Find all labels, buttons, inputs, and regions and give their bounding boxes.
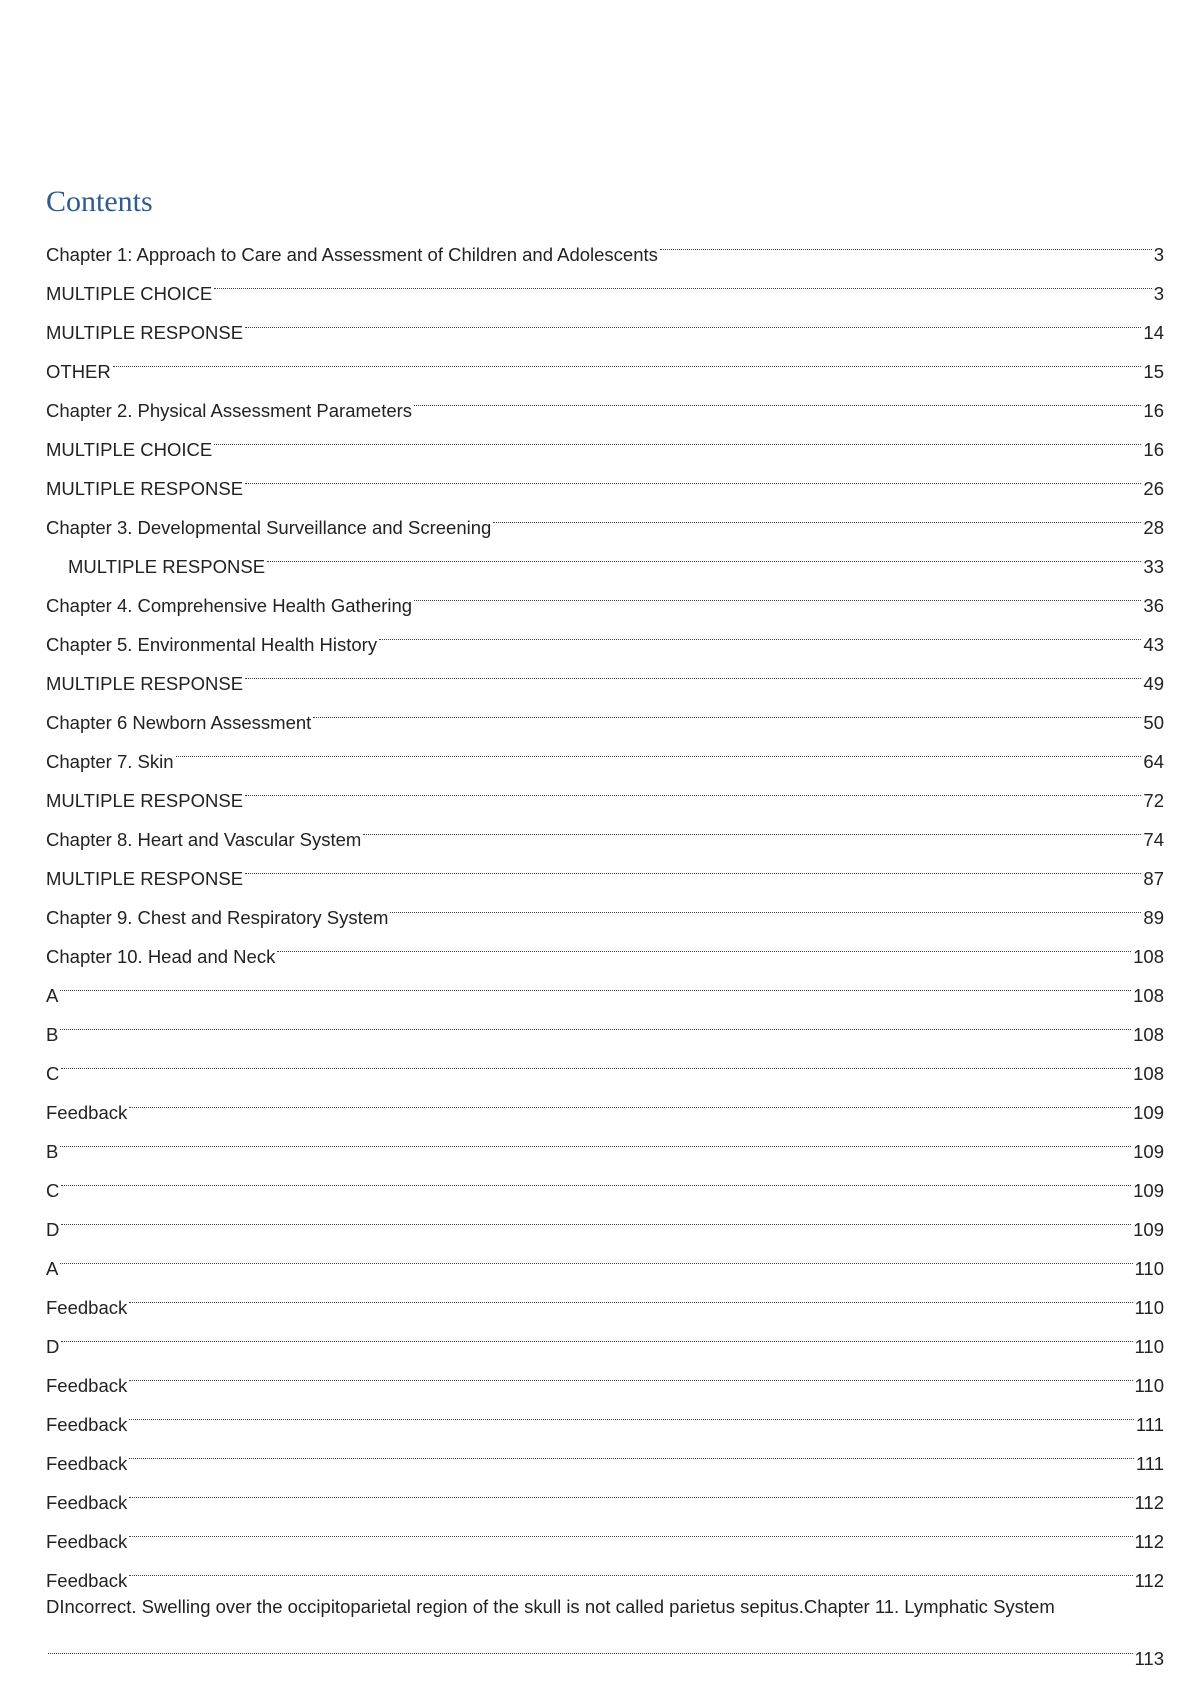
toc-entry[interactable]	[46, 1275, 1164, 1318]
toc-leader	[61, 1197, 1131, 1236]
toc-page-number: 36	[1143, 595, 1164, 616]
toc-entry-label: A	[46, 1258, 59, 1279]
toc-page-number: 3	[1153, 244, 1164, 265]
toc-page-number: 43	[1143, 634, 1164, 655]
toc-leader	[245, 768, 1141, 807]
toc-page-number: 112	[1134, 1531, 1164, 1552]
toc-entry[interactable]	[46, 1197, 1164, 1240]
toc-entry-label: C	[46, 1180, 60, 1201]
toc-leader	[129, 1509, 1132, 1548]
toc-entry[interactable]	[46, 1548, 1164, 1591]
toc-leader	[214, 261, 1152, 300]
toc-entry-label: MULTIPLE CHOICE	[46, 283, 213, 304]
toc-leader	[129, 1548, 1132, 1587]
toc-entry[interactable]	[46, 1392, 1164, 1435]
toc-page-number: 110	[1134, 1258, 1164, 1279]
toc-entry-label: Chapter 3. Developmental Surveillance and Screening	[46, 517, 492, 538]
toc-entry[interactable]	[46, 261, 1164, 304]
toc-entry[interactable]	[46, 1236, 1164, 1279]
toc-page-number: 3	[1153, 283, 1164, 304]
toc-page-number: 109	[1133, 1141, 1164, 1162]
toc-entry-label: D	[46, 1219, 60, 1240]
toc-entry[interactable]	[46, 339, 1164, 382]
toc-page-number: 49	[1143, 673, 1164, 694]
toc-entry[interactable]	[46, 378, 1164, 421]
toc-leader	[61, 1158, 1131, 1197]
toc-entry-label: MULTIPLE RESPONSE	[46, 322, 244, 343]
toc-page-number: 108	[1133, 985, 1164, 1006]
toc-page-number: 108	[1133, 1024, 1164, 1045]
toc-entry[interactable]	[46, 1041, 1164, 1084]
toc-leader	[129, 1275, 1132, 1314]
toc-entry-label: MULTIPLE RESPONSE	[46, 478, 244, 499]
toc-page-number: 112	[1134, 1492, 1164, 1513]
toc-list	[46, 222, 1164, 1591]
toc-page-number: 89	[1143, 907, 1164, 928]
toc-entry[interactable]	[46, 1470, 1164, 1513]
toc-entry-label: Feedback	[46, 1453, 128, 1474]
toc-leader	[414, 378, 1141, 417]
toc-entry-label: Feedback	[46, 1375, 128, 1396]
toc-page-number: 110	[1134, 1336, 1164, 1357]
toc-page-number: 112	[1134, 1570, 1164, 1591]
toc-entry-label: Chapter 8. Heart and Vascular System	[46, 829, 362, 850]
toc-entry[interactable]	[46, 1158, 1164, 1201]
toc-page-number: 64	[1143, 751, 1164, 772]
toc-entry-label: MULTIPLE RESPONSE	[46, 673, 244, 694]
toc-page-number: 15	[1143, 361, 1164, 382]
toc-leader	[61, 1314, 1132, 1353]
toc-leader	[390, 885, 1141, 924]
toc-page-number: 26	[1143, 478, 1164, 499]
toc-entry-label: MULTIPLE RESPONSE	[68, 556, 266, 577]
toc-entry[interactable]	[46, 729, 1164, 772]
toc-page-number: 16	[1143, 400, 1164, 421]
toc-leader	[60, 963, 1131, 1002]
toc-leader	[129, 1431, 1134, 1470]
toc-leader	[363, 807, 1141, 846]
toc-leader	[129, 1080, 1131, 1119]
toc-entry[interactable]	[46, 1080, 1164, 1123]
toc-page-number: 14	[1143, 322, 1164, 343]
toc-leader	[267, 534, 1141, 573]
toc-leader	[129, 1392, 1134, 1431]
toc-page-number: 72	[1143, 790, 1164, 811]
toc-entry-label: Chapter 10. Head and Neck	[46, 946, 276, 967]
toc-heading: Contents	[46, 185, 153, 218]
toc-leader	[245, 846, 1141, 885]
toc-page	[46, 182, 1164, 1669]
toc-page-number: 28	[1143, 517, 1164, 538]
toc-entry-label: Chapter 5. Environmental Health History	[46, 634, 378, 655]
toc-page-number: 74	[1143, 829, 1164, 850]
toc-page-number: 111	[1135, 1414, 1164, 1435]
toc-leader	[493, 495, 1141, 534]
toc-entry-label: Chapter 7. Skin	[46, 751, 174, 772]
toc-entry[interactable]	[46, 1314, 1164, 1357]
toc-entry-label: DIncorrect. Swelling over the occipitoparietal region of the skull is not called parietus sepitus.Chapter 11. Lymphatic System	[46, 1596, 1055, 1617]
toc-leader	[129, 1353, 1132, 1392]
toc-entry-label: Feedback	[46, 1570, 128, 1591]
toc-entry[interactable]	[46, 456, 1164, 499]
toc-leader	[214, 417, 1141, 456]
toc-entry-label: B	[46, 1141, 59, 1162]
toc-entry-label: C	[46, 1063, 60, 1084]
toc-leader	[60, 1002, 1131, 1041]
toc-leader	[414, 573, 1141, 612]
toc-entry-label: MULTIPLE RESPONSE	[46, 868, 244, 889]
toc-leader	[245, 300, 1141, 339]
toc-leader	[61, 1041, 1131, 1080]
toc-entry[interactable]	[46, 768, 1164, 811]
toc-entry-label: MULTIPLE CHOICE	[46, 439, 213, 460]
toc-entry[interactable]	[46, 1353, 1164, 1396]
toc-entry-label: Chapter 9. Chest and Respiratory System	[46, 907, 389, 928]
toc-page-number: 50	[1143, 712, 1164, 733]
toc-entry[interactable]	[46, 300, 1164, 343]
toc-entry-label: Chapter 4. Comprehensive Health Gathering	[46, 595, 413, 616]
toc-entry-label: Feedback	[46, 1531, 128, 1552]
toc-page-number: 111	[1135, 1453, 1164, 1474]
toc-entry-label: OTHER	[46, 361, 111, 382]
toc-page-number: 33	[1143, 556, 1164, 577]
toc-entry[interactable]	[46, 417, 1164, 460]
toc-page-number: 109	[1133, 1219, 1164, 1240]
toc-page-number: 109	[1133, 1102, 1164, 1123]
toc-entry-label: Feedback	[46, 1297, 128, 1318]
toc-page-number: 110	[1134, 1375, 1164, 1396]
toc-entry-label: A	[46, 985, 59, 1006]
toc-leader	[245, 456, 1141, 495]
toc-leader	[176, 729, 1142, 768]
toc-page-number: 110	[1134, 1297, 1164, 1318]
toc-entry-label: Feedback	[46, 1102, 128, 1123]
toc-leader	[277, 924, 1131, 963]
toc-leader	[313, 690, 1141, 729]
toc-entry[interactable]	[46, 222, 1164, 265]
toc-page-number: 108	[1133, 1063, 1164, 1084]
toc-entry-label: Feedback	[46, 1414, 128, 1435]
toc-page-number: 87	[1143, 868, 1164, 889]
toc-entry[interactable]	[46, 1002, 1164, 1045]
toc-leader	[48, 1626, 1133, 1665]
toc-entry-label: B	[46, 1024, 59, 1045]
toc-leader	[129, 1470, 1132, 1509]
toc-entry[interactable]	[46, 963, 1164, 1006]
toc-entry-final[interactable]	[46, 1587, 1164, 1669]
toc-entry-label: Chapter 6 Newborn Assessment	[46, 712, 312, 733]
toc-entry-label: D	[46, 1336, 60, 1357]
toc-page-number: 108	[1133, 946, 1164, 967]
toc-page-number: 16	[1143, 439, 1164, 460]
toc-leader	[379, 612, 1141, 651]
toc-leader	[60, 1236, 1132, 1275]
toc-page-number: 109	[1133, 1180, 1164, 1201]
toc-entry-label: MULTIPLE RESPONSE	[46, 790, 244, 811]
toc-entry-label: Chapter 2. Physical Assessment Parameters	[46, 400, 413, 421]
toc-entry[interactable]	[46, 1119, 1164, 1162]
toc-leader	[113, 339, 1142, 378]
toc-leader	[60, 1119, 1131, 1158]
toc-entry[interactable]	[46, 1509, 1164, 1552]
toc-leader	[245, 651, 1141, 690]
toc-leader	[660, 222, 1152, 261]
toc-entry[interactable]	[46, 1431, 1164, 1474]
toc-entry-label: Chapter 1: Approach to Care and Assessment of Children and Adolescents	[46, 244, 658, 265]
toc-entry-label: Feedback	[46, 1492, 128, 1513]
toc-page-number: 113	[1134, 1648, 1164, 1669]
